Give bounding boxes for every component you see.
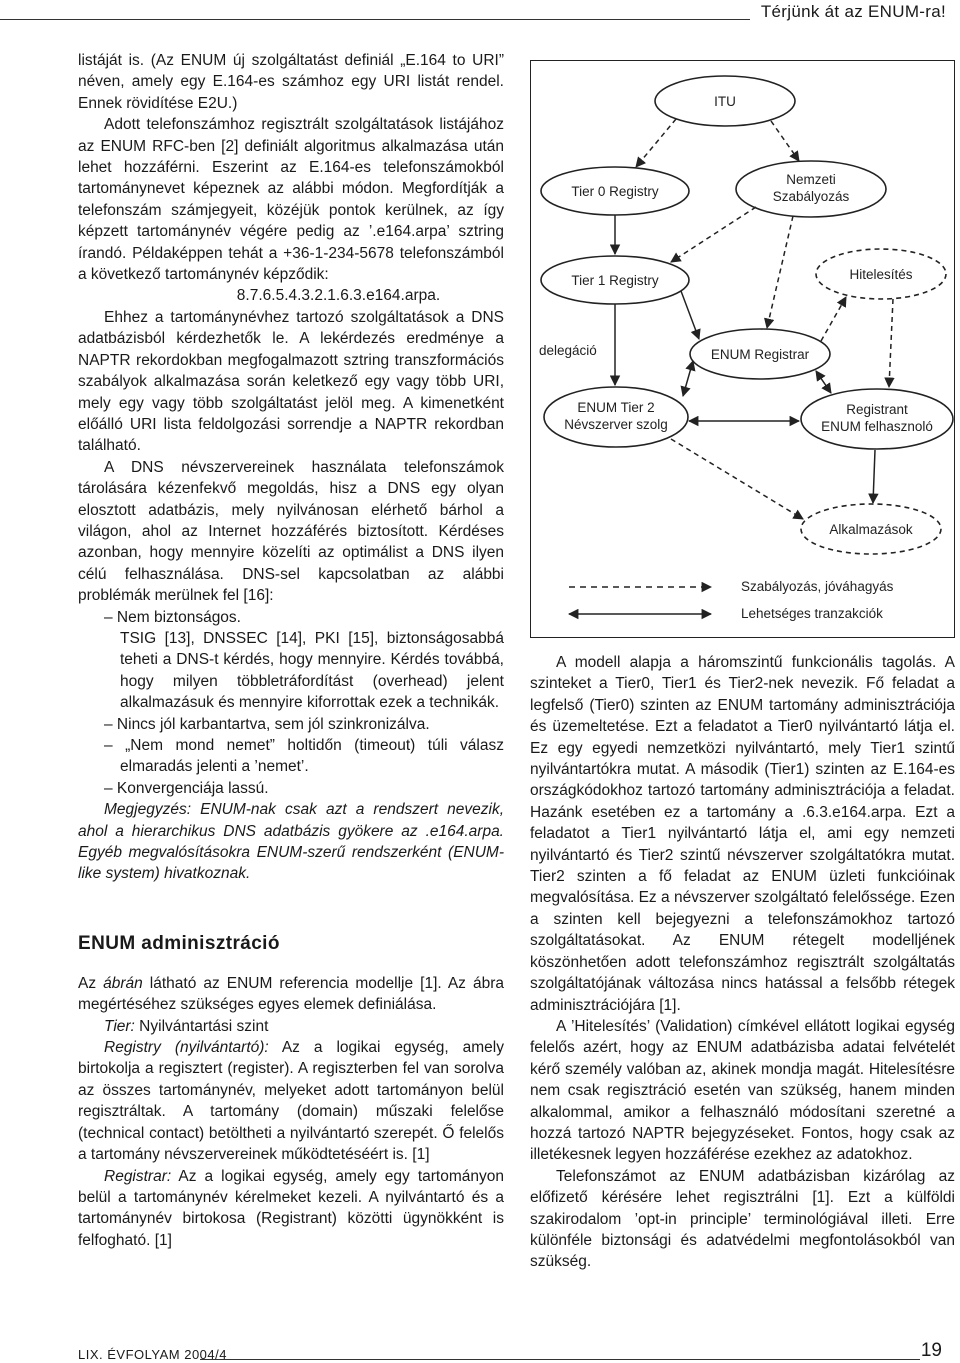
paragraph: Ehhez a tartománynévhez tartozó szolgáltatások a DNS adatbázisból kérdezhetők le. A lekérdezés eredménye a NAPTR rekordokban megfogalmazott sztring transzformációs szabályok alkalmazása során keletkező egy vagy több URI, mely egy vagy több szolgáltatást jelöl meg. A kimenetként előálló URI lista feldolgozási sorrendje a NAPTR rekordban található. xyxy=(78,308,504,455)
label-nemzeti-2: Szabályozás xyxy=(772,189,850,204)
section-title: ENUM adminisztráció xyxy=(78,932,280,954)
label-registrar: ENUM Registrar xyxy=(710,347,810,362)
definition-tier: Tier: Nyilvántartási szint xyxy=(104,1017,269,1035)
list-item: – Nem biztonságos. xyxy=(104,608,241,626)
running-header: Térjünk át az ENUM-ra! xyxy=(760,2,946,21)
definition-registry: Registry (nyilvántartó): Az a logikai egység, amely birtokolja a regisztert (register). A regiszterben fel van sorolva az összes tartománynév, melyeket adott tartományon belül regisztráltak. A tartomány (domain) műszaki felelőse (technical contact) betöltheti a nyilvántartó szerepét. Ő felelős a tartomány névszervereinek működtetéséért is. [1] xyxy=(78,1039,505,1164)
paragraph: A DNS névszervereinek használata telefonszámok tárolására kézenfekvő megoldás, hisz a DNS egy olyan elosztott adatbázis, mely nyilvánosan elérhető bárhol a világon, ahol az Internet hozzáférés biztosított. Kérdéses azonban, hogy mennyire közelíti az optimálist a DNS ilyen célú felhasználása. DNS-sel kapcsolatban az alábbi problémák merülnek fel [16]: xyxy=(78,458,504,605)
definition-registrar: Registrar: Az a logikai egység, amely egy tartományon belül a tartománynév kérelmeket kezeli. A nyilvántartó és a tartománynév birtokosa (Registrant) közötti ügynökként is felfogható. [1] xyxy=(78,1167,504,1249)
note-paragraph: Megjegyzés: ENUM-nak csak azt a rendszert nevezik, ahol a hierarchikus DNS adatbázis gyökere az .e164.arpa. Egyéb megvalósításokra ENUM-szerű rendszerként (ENUM-like system) hivatkoznak. xyxy=(78,801,504,883)
label-hitelesites: Hitelesítés xyxy=(849,267,913,282)
list-item: – Konvergenciája lassú. xyxy=(104,779,269,797)
edge-registrar-registrant xyxy=(816,371,831,393)
paragraph: Adott telefonszámhoz regisztrált szolgáltatások listájához az ENUM RFC-ben [2] definiált algoritmus alkalmazása után lehet hozzáférni. Eszerint az E.164-es telefonszámokból tartománynevet képeznek az alábbi módon. Megfordítják a telefonszám számjegyeit, közéjük pontok kerülnek, az így képzett tartománynév végére pedig az ’.e164.arpa’ sztring írandó. Példaképpen tehát a +36-1-234-5678 telefonszámból a következő tartománynév képződik: xyxy=(78,116,504,284)
legend-solid-label: Lehetséges tranzakciók xyxy=(741,606,883,621)
paragraph: A ’Hitelesítés’ (Validation) címkével ellátott logikai egység felelős azért, hogy az ENUM adatbázisba adatai felvételét kérő személy valóban az, akinek mondja magát. Hitelesítésre nem csak regisztráció esetén van szükség, hanem minden alkalommal, amikor a felhasználó módosítani szeretné a hozzá tartozó NAPTR bejegyzéseket. Fontos, hogy csak az illetékesnek legyen hozzáférése ezekhez az adatokhoz. xyxy=(530,1017,955,1164)
label-itu: ITU xyxy=(714,94,736,109)
edge-registrar-tier2 xyxy=(683,361,693,396)
label-tier2-1: ENUM Tier 2 xyxy=(577,400,655,415)
left-column xyxy=(78,50,504,1251)
paragraph: A modell alapja a háromszintű funkcionális tagolás. A szinteket a Tier0, Tier1 és Tier2-nek nevezik. Fő feladat a legfelső (Tier0) szinten az ENUM tartomány adminisztrációja és üzemeltetése. Ezt a feladatot a Tier0 nyilvántartó látja el. Ez egy egyedi nemzetközi nyilvántartó, mely Tier1 szintű nyilvántartókra mutat. A második (Tier1) szinten az E.164-es országkódokhoz tartozó tartomány adminisztrációja a feladat. Hazánk esetében ez a tartomány a .6.3.e164.arpa. Ezt a feladatot a Tier1 nyilvántartó látja el, ami egy nemzeti nyilvántartó és Tier2 szintű névszerver szolgáltatókra mutat. Tier2 szinten a fő feladat az ENUM üzleti funkcióinak megvalósítása. Ez a névszerver szolgáltató felelőssége. Ezen a szinten kell bejegyezni a telefonszámokhoz tartozó szolgáltatásokat. Az ENUM rétegelt modelljének köszönhetően adott telefonszámhoz regisztrált szolgáltatás szolgáltatójának változása nincs hatással a felsőbb rétegek adminisztrációjára [1]. xyxy=(530,654,955,1014)
edge-registrar-hitelesites xyxy=(821,297,846,341)
diagram-svg xyxy=(531,61,956,639)
edge-tier1-registrar xyxy=(681,291,699,339)
list-item: TSIG [13], DNSSEC [14], PKI [15], biztonságosabbá teheti a DNS-t kérdés, hogy mennyire. Kérdés továbbá, hogy milyen többletráfordítást (overhead) jelent alkalmazásuk és mennyire kiforrottak ezek a technikák. xyxy=(120,629,504,712)
domain-example: 8.7.6.5.4.3.2.1.6.3.e164.arpa. xyxy=(236,287,441,305)
enum-reference-model-figure xyxy=(530,60,955,638)
problem-list xyxy=(104,607,504,800)
edge-tier2-alkalmazasok xyxy=(671,439,803,519)
list-item: – Nincs jól karbantartva, sem jól szinkronizálva. xyxy=(104,715,430,733)
paragraph: Telefonszámot az ENUM adatbázisban kizárólag az előfizető kérésére lehet regisztrálni [1]. Ezt a külföldi szakirodalom ’opt-in principle’ terminológiával illeti. Erre különféle biztonsági és adatvédelmi megfontolásokból van szükség. xyxy=(530,1167,955,1271)
edge-nemzeti-registrar xyxy=(767,216,793,328)
label-alkalmazasok: Alkalmazások xyxy=(829,522,913,537)
page-number: 19 xyxy=(920,1340,942,1361)
label-registrant-2: ENUM felhasznoló xyxy=(821,419,933,434)
footer-volume: LIX. ÉVFOLYAM 2004/4 xyxy=(78,1347,227,1362)
list-item: – „Nem mond nemet” holtidőn (timeout) túli válasz elmaradás jelenti a ’nemet’. xyxy=(104,737,504,776)
right-column xyxy=(530,652,955,1273)
edge-itu-tier0 xyxy=(636,119,676,167)
label-tier1: Tier 1 Registry xyxy=(571,273,659,288)
label-registrant-1: Registrant xyxy=(846,402,908,417)
label-tier0: Tier 0 Registry xyxy=(571,184,659,199)
paragraph: listáját is. (Az ENUM új szolgáltatást definiál „E.164 to URI” néven, amely egy E.164-es számhoz egy URI listát rendel. Ennek rövidítése E2U.) xyxy=(78,52,504,112)
footer-rule xyxy=(200,1359,920,1360)
edge-nemzeti-tier1 xyxy=(671,207,756,262)
paragraph: Az ábrán látható az ENUM referencia modellje [1]. Az ábra megértéséhez szükséges egyes elemek definiálása. xyxy=(78,974,504,1014)
header-rule xyxy=(0,19,750,20)
label-delegacio: delegáció xyxy=(539,343,597,358)
legend-dashed-label: Szabályozás, jóváhagyás xyxy=(741,579,894,594)
edge-hitelesites-registrant xyxy=(889,299,893,387)
edge-itu-nemzeti xyxy=(771,121,799,161)
label-tier2-2: Névszerver szolg xyxy=(564,417,668,432)
label-nemzeti-1: Nemzeti xyxy=(786,172,836,187)
edge-registrant-alkalmazasok xyxy=(873,450,875,503)
